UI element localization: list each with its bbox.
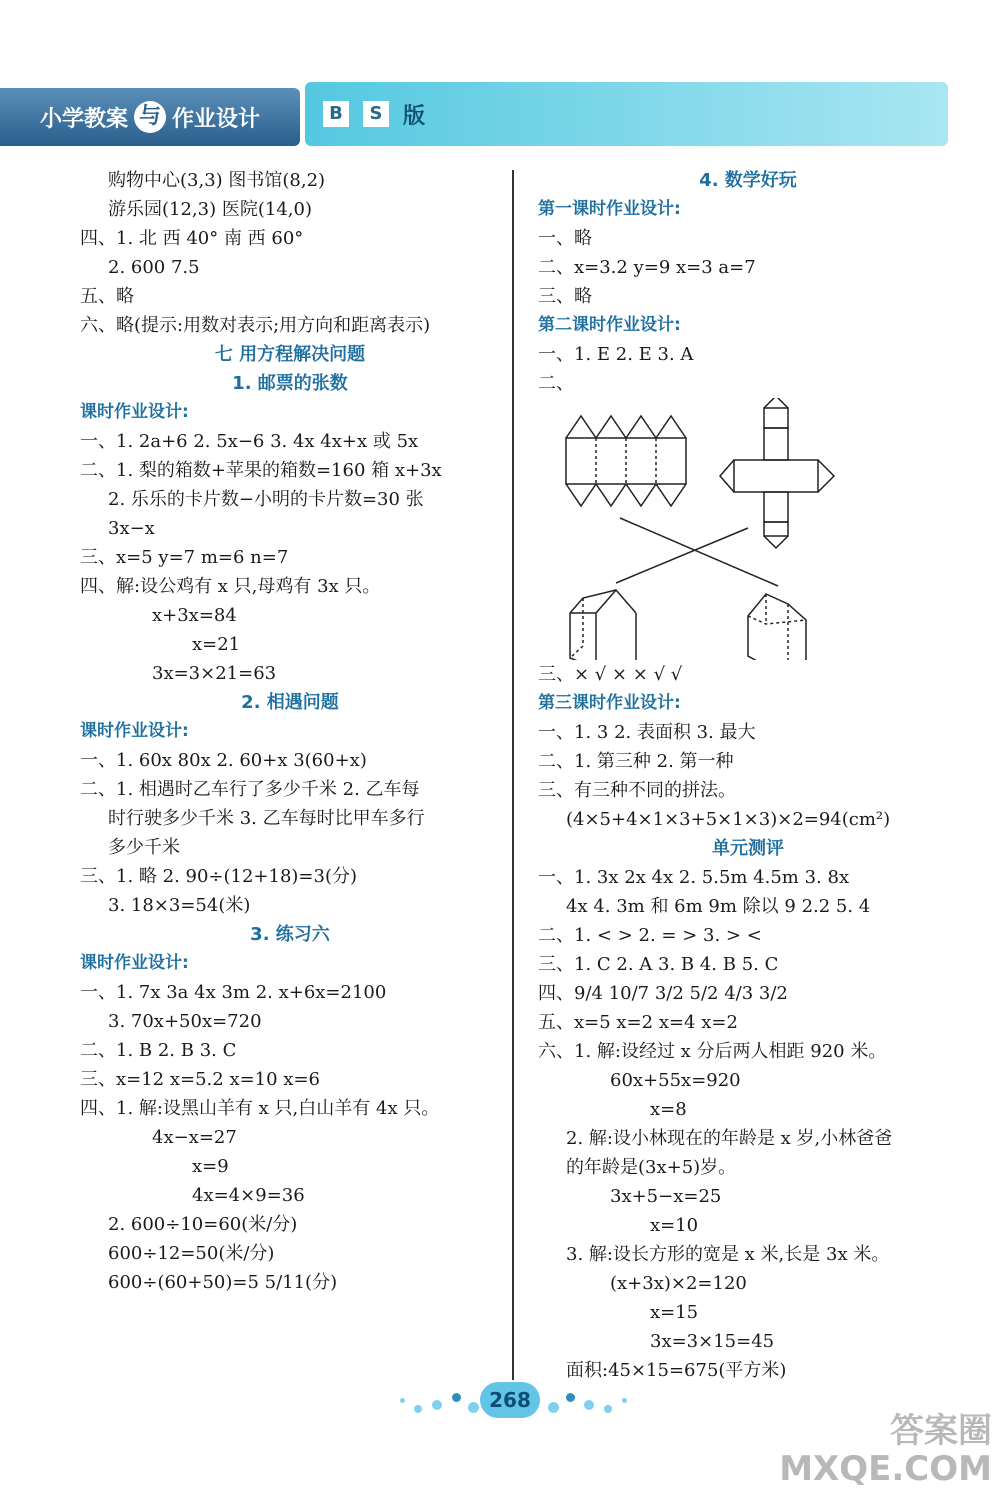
column-divider: [512, 170, 514, 1380]
right-top-line: 三、略: [538, 286, 592, 307]
match-line-2: [616, 528, 748, 583]
right-bottom-line: 2. 解:设小林现在的年龄是 x 岁,小林爸爸: [566, 1128, 893, 1149]
right-bottom-line: 3x=3×15=45: [650, 1331, 775, 1352]
left-line: 1. 邮票的张数: [232, 373, 348, 394]
right-bottom-line: 3. 解:设长方形的宽是 x 米,长是 3x 米。: [566, 1244, 890, 1265]
left-line: 三、x=12 x=5.2 x=10 x=6: [80, 1069, 320, 1090]
left-line: 二、1. 梨的箱数+苹果的箱数=160 箱 x+3x: [80, 460, 442, 481]
left-line: 3x=3×21=63: [152, 663, 277, 684]
left-line: 游乐园(12,3) 医院(14,0): [108, 199, 312, 220]
right-bottom-line: 一、1. 3x 2x 4x 2. 5.5m 4.5m 3. 8x: [538, 867, 850, 888]
left-line: 课时作业设计:: [80, 953, 189, 973]
right-top-line: 4. 数学好玩: [699, 170, 797, 191]
left-line: 600÷(60+50)=5 5/11(分): [108, 1272, 338, 1293]
left-line: 3. 70x+50x=720: [108, 1011, 262, 1032]
left-line: 三、x=5 y=7 m=6 n=7: [80, 547, 289, 568]
book-title-banner: [0, 88, 300, 146]
left-line: 课时作业设计:: [80, 402, 189, 422]
left-line: 4x=4×9=36: [192, 1185, 305, 1206]
house-prism-solid: [570, 590, 636, 660]
watermark-line-2: MXQE.COM: [779, 1449, 992, 1489]
left-line: 七 用方程解决问题: [214, 344, 366, 365]
left-line: x=21: [192, 634, 241, 655]
edition-banner: [305, 82, 948, 146]
right-bottom-line: (x+3x)×2=120: [610, 1273, 747, 1294]
left-line: 3. 练习六: [250, 924, 330, 945]
right-bottom-line: (4×5+4×1×3+5×1×3)×2=94(cm²): [566, 809, 891, 830]
left-line: 2. 相遇问题: [241, 692, 339, 713]
right-bottom-line: 面积:45×15=675(平方米): [566, 1360, 787, 1381]
left-line: 课时作业设计:: [80, 721, 189, 741]
watermark-line-1: 答案圈: [890, 1411, 992, 1451]
right-bottom-line: 3x+5−x=25: [610, 1186, 722, 1207]
left-line: 多少千米: [108, 837, 180, 858]
right-top-line: 第二课时作业设计:: [538, 315, 681, 335]
right-bottom-line: 三、× √ × × √ √: [538, 664, 683, 685]
left-line: 三、1. 略 2. 90÷(12+18)=3(分): [80, 866, 358, 887]
left-column: [80, 166, 500, 1297]
left-line: 五、略: [80, 286, 134, 307]
right-bottom-line: 三、有三种不同的拼法。: [538, 780, 736, 801]
right-column: [538, 166, 958, 1385]
left-line: x=9: [192, 1156, 229, 1177]
right-top-line: 一、略: [538, 228, 592, 249]
book-title-part-a: 小学教案: [39, 106, 128, 132]
left-line: 3. 18×3=54(米): [108, 895, 251, 916]
right-bottom-line: 四、9/4 10/7 3/2 5/2 4/3 3/2: [538, 983, 788, 1004]
hexagonal-prism-solid: [748, 594, 806, 660]
left-line: 4x−x=27: [152, 1127, 237, 1148]
right-top-line: 一、1. E 2. E 3. A: [538, 344, 694, 365]
left-line: 600÷12=50(米/分): [108, 1243, 275, 1264]
book-title-yu-badge: 与: [134, 101, 166, 133]
right-bottom-line: 一、1. 3 2. 表面积 3. 最大: [538, 722, 756, 743]
left-line: 一、1. 7x 3a 4x 3m 2. x+6x=2100: [80, 982, 387, 1003]
left-line: 2. 600 7.5: [108, 257, 200, 278]
edition-letter-s: S: [363, 101, 389, 127]
left-line: 二、1. 相遇时乙车行了多少千米 2. 乙车每: [80, 779, 420, 800]
right-bottom-line: 二、1. 第三种 2. 第一种: [538, 751, 734, 772]
right-top-line: 二、: [538, 373, 574, 394]
right-bottom-line: 4x 4. 3m 和 6m 9m 除以 9 2.2 5. 4: [566, 896, 871, 917]
left-line: 四、1. 解:设黑山羊有 x 只,白山羊有 4x 只。: [80, 1098, 440, 1119]
edition-letter-b: B: [323, 101, 349, 127]
hexagonal-prism-net: [566, 416, 686, 506]
left-line: 购物中心(3,3) 图书馆(8,2): [108, 170, 326, 191]
right-bottom-line: 60x+55x=920: [610, 1070, 741, 1091]
right-bottom-line: 二、1. < > 2. = > 3. > <: [538, 925, 762, 946]
left-line: 3x−x: [108, 518, 155, 539]
cross-shaped-net: [720, 398, 834, 548]
left-line: 2. 乐乐的卡片数−小明的卡片数=30 张: [108, 489, 424, 510]
match-line-1: [620, 518, 778, 586]
watermark: [779, 1412, 992, 1488]
nets-svg: [538, 398, 958, 660]
left-line: 一、1. 2a+6 2. 5x−6 3. 4x 4x+x 或 5x: [80, 431, 419, 452]
right-bottom-line: x=15: [650, 1302, 699, 1323]
right-bottom-line: 的年龄是(3x+5)岁。: [566, 1157, 737, 1178]
edition-suffix: 版: [403, 103, 426, 129]
right-bottom-line: 五、x=5 x=2 x=4 x=2: [538, 1012, 738, 1033]
left-line: 时行驶多少千米 3. 乙车每时比甲车多行: [108, 808, 425, 829]
right-bottom-line: 单元测评: [712, 838, 784, 859]
right-top-line: 二、x=3.2 y=9 x=3 a=7: [538, 257, 756, 278]
right-bottom-line: 六、1. 解:设经过 x 分后两人相距 920 米。: [538, 1041, 887, 1062]
right-bottom-line: 三、1. C 2. A 3. B 4. B 5. C: [538, 954, 779, 975]
left-line: 四、解:设公鸡有 x 只,母鸡有 3x 只。: [80, 576, 381, 597]
left-line: 一、1. 60x 80x 2. 60+x 3(60+x): [80, 750, 367, 771]
right-bottom-line: 第三课时作业设计:: [538, 693, 681, 713]
book-title-part-b: 作业设计: [172, 106, 261, 132]
left-line: 四、1. 北 西 40° 南 西 60°: [80, 228, 304, 249]
nets-matching-figure: [538, 398, 958, 660]
left-line: 二、1. B 2. B 3. C: [80, 1040, 237, 1061]
page-number: 268: [480, 1382, 540, 1418]
left-line: x+3x=84: [152, 605, 237, 626]
right-bottom-line: x=10: [650, 1215, 699, 1236]
left-line: 2. 600÷10=60(米/分): [108, 1214, 298, 1235]
right-bottom-line: x=8: [650, 1099, 687, 1120]
left-line: 六、略(提示:用数对表示;用方向和距离表示): [80, 315, 431, 336]
right-top-line: 第一课时作业设计:: [538, 199, 681, 219]
